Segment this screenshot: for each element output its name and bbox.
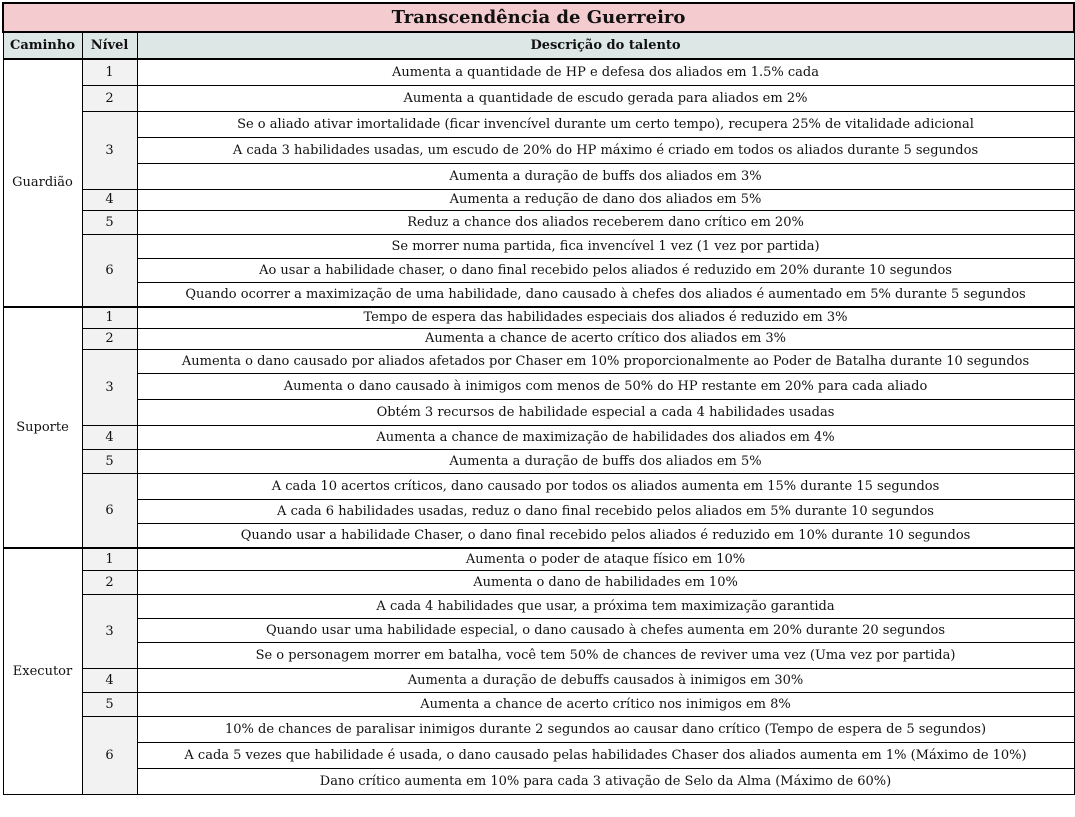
description-cell: Aumenta o poder de ataque físico em 10% — [137, 548, 1074, 571]
table-row — [3, 374, 1074, 400]
table-row — [3, 500, 1074, 524]
table-row — [3, 164, 1074, 190]
description-cell: Dano crítico aumenta em 10% para cada 3 ativação de Selo da Alma (Máximo de 60%) — [137, 769, 1074, 795]
table-row — [3, 693, 1074, 717]
table-row — [3, 59, 1074, 86]
level-cell: 1 — [82, 548, 137, 571]
description-cell: Aumenta a duração de debuffs causados à inimigos em 30% — [137, 669, 1074, 693]
level-cell: 3 — [82, 350, 137, 426]
table-row — [3, 524, 1074, 549]
level-cell: 1 — [82, 59, 137, 86]
table-row — [3, 350, 1074, 374]
table-row — [3, 619, 1074, 643]
description-cell: Tempo de espera das habilidades especiais dos aliados é reduzido em 3% — [137, 307, 1074, 329]
header-description: Descrição do talento — [137, 32, 1074, 59]
table-row — [3, 259, 1074, 283]
level-cell: 4 — [82, 669, 137, 693]
description-cell: Quando usar a habilidade Chaser, o dano final recebido pelos aliados é reduzido em 10% durante 10 segundos — [137, 524, 1074, 549]
table-row — [3, 112, 1074, 138]
description-cell: Reduz a chance dos aliados receberem dano crítico em 20% — [137, 211, 1074, 235]
table-row — [3, 283, 1074, 308]
table-row — [3, 571, 1074, 595]
table-row — [3, 329, 1074, 350]
header-path: Caminho — [3, 32, 82, 59]
description-cell: Aumenta a redução de dano dos aliados em 5% — [137, 190, 1074, 211]
description-cell: Quando ocorrer a maximização de uma habilidade, dano causado à chefes dos aliados é aumentado em 5% durante 5 segundos — [137, 283, 1074, 308]
table-row — [3, 548, 1074, 571]
table-row — [3, 400, 1074, 426]
description-cell: Aumenta a duração de buffs dos aliados em 3% — [137, 164, 1074, 190]
table-row — [3, 769, 1074, 795]
talent-table-container — [2, 2, 1073, 795]
description-cell: Se morrer numa partida, fica invencível 1 vez (1 vez por partida) — [137, 235, 1074, 259]
description-cell: Aumenta o dano de habilidades em 10% — [137, 571, 1074, 595]
table-row — [3, 595, 1074, 619]
table-row — [3, 426, 1074, 450]
level-cell: 6 — [82, 235, 137, 308]
table-row — [3, 235, 1074, 259]
description-cell: A cada 3 habilidades usadas, um escudo de 20% do HP máximo é criado em todos os aliados durante 5 segundos — [137, 138, 1074, 164]
description-cell: A cada 5 vezes que habilidade é usada, o dano causado pelas habilidades Chaser dos aliados aumenta em 1% (Máximo de 10%) — [137, 743, 1074, 769]
description-cell: Aumenta a chance de acerto crítico dos aliados em 3% — [137, 329, 1074, 350]
level-cell: 5 — [82, 450, 137, 474]
description-cell: 10% de chances de paralisar inimigos durante 2 segundos ao causar dano crítico (Tempo de espera de 5 segundos) — [137, 717, 1074, 743]
level-cell: 2 — [82, 329, 137, 350]
level-cell: 4 — [82, 190, 137, 211]
description-cell: Aumenta a chance de acerto crítico nos inimigos em 8% — [137, 693, 1074, 717]
description-cell: Aumenta a chance de maximização de habilidades dos aliados em 4% — [137, 426, 1074, 450]
level-cell: 3 — [82, 112, 137, 190]
level-cell: 5 — [82, 693, 137, 717]
table-row — [3, 743, 1074, 769]
table-title: Transcendência de Guerreiro — [3, 3, 1074, 32]
description-cell: Se o personagem morrer em batalha, você tem 50% de chances de reviver uma vez (Uma vez por partida) — [137, 643, 1074, 669]
level-cell: 5 — [82, 211, 137, 235]
description-cell: Quando usar uma habilidade especial, o dano causado à chefes aumenta em 20% durante 20 segundos — [137, 619, 1074, 643]
level-cell: 3 — [82, 595, 137, 669]
level-cell: 1 — [82, 307, 137, 329]
description-cell: Aumenta a quantidade de HP e defesa dos aliados em 1.5% cada — [137, 59, 1074, 86]
table-row — [3, 474, 1074, 500]
table-row — [3, 138, 1074, 164]
table-row — [3, 211, 1074, 235]
description-cell: Aumenta a duração de buffs dos aliados em 5% — [137, 450, 1074, 474]
path-suporte: Suporte — [3, 307, 82, 548]
talent-table — [2, 2, 1075, 795]
table-row — [3, 450, 1074, 474]
table-row — [3, 190, 1074, 211]
table-row — [3, 643, 1074, 669]
header-row — [3, 32, 1074, 59]
table-row — [3, 86, 1074, 112]
description-cell: Ao usar a habilidade chaser, o dano final recebido pelos aliados é reduzido em 20% durante 10 segundos — [137, 259, 1074, 283]
table-row — [3, 717, 1074, 743]
description-cell: A cada 4 habilidades que usar, a próxima tem maximização garantida — [137, 595, 1074, 619]
description-cell: A cada 10 acertos críticos, dano causado por todos os aliados aumenta em 15% durante 15 segundos — [137, 474, 1074, 500]
level-cell: 2 — [82, 571, 137, 595]
level-cell: 2 — [82, 86, 137, 112]
header-level: Nível — [82, 32, 137, 59]
level-cell: 4 — [82, 426, 137, 450]
level-cell: 6 — [82, 474, 137, 549]
table-row — [3, 669, 1074, 693]
description-cell: Obtém 3 recursos de habilidade especial a cada 4 habilidades usadas — [137, 400, 1074, 426]
path-executor: Executor — [3, 548, 82, 795]
description-cell: Se o aliado ativar imortalidade (ficar invencível durante um certo tempo), recupera 25% de vitalidade adicional — [137, 112, 1074, 138]
description-cell: Aumenta o dano causado por aliados afetados por Chaser em 10% proporcionalmente ao Poder de Batalha durante 10 segundos — [137, 350, 1074, 374]
description-cell: Aumenta o dano causado à inimigos com menos de 50% do HP restante em 20% para cada aliado — [137, 374, 1074, 400]
level-cell: 6 — [82, 717, 137, 795]
description-cell: A cada 6 habilidades usadas, reduz o dano final recebido pelos aliados em 5% durante 10 segundos — [137, 500, 1074, 524]
description-cell: Aumenta a quantidade de escudo gerada para aliados em 2% — [137, 86, 1074, 112]
table-row — [3, 307, 1074, 329]
path-guardiao: Guardião — [3, 59, 82, 307]
